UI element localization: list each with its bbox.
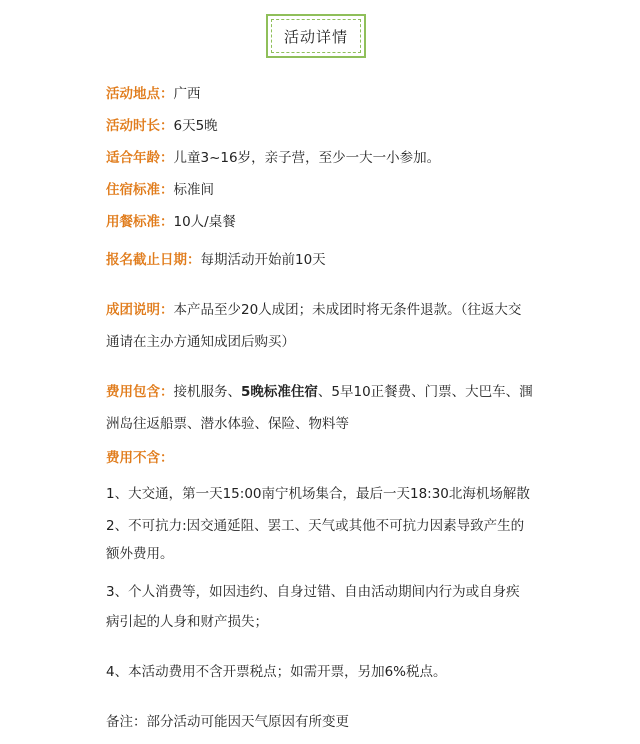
field-meals	[106, 212, 236, 232]
included-value-line2: 洲岛往返船票、潜水体验、保险、物料等	[106, 416, 349, 432]
note: 备注：部分活动可能因天气原因有所变更	[106, 714, 349, 730]
group-value-line2: 通请在主办方通知成团后购买）	[106, 334, 295, 350]
deadline-value: 每期活动开始前10天	[200, 252, 326, 268]
included-value-b: 5晚标准住宿	[241, 384, 318, 400]
field-location	[106, 84, 201, 104]
excluded-item-3-line1: 3、个人消费等，如因违约、自身过错、自由活动期间内行为或自身疾	[106, 584, 520, 600]
field-duration	[106, 116, 218, 136]
meals-value: 10人/桌餐	[173, 214, 236, 230]
group-label: 成团说明：	[106, 302, 174, 318]
excluded-item-1: 1、大交通，第一天15:00南宁机场集合，最后一天18:30北海机场解散	[106, 486, 530, 502]
group-value-line1: 本产品至少20人成团；未成团时将无条件退款。（往返大交	[173, 302, 522, 318]
age-value: 儿童3~16岁，亲子营，至少一大一小参加。	[173, 150, 441, 166]
excluded-label: 费用不含：	[106, 450, 174, 466]
location-label: 活动地点：	[106, 86, 174, 102]
field-included	[106, 382, 533, 402]
field-excluded	[106, 448, 174, 468]
excluded-item-2-line2: 额外费用。	[106, 546, 174, 562]
included-value-c: 、5早10正餐费、门票、大巴车、涠	[317, 384, 533, 400]
included-label: 费用包含：	[106, 384, 174, 400]
included-value-a: 接机服务、	[173, 384, 241, 400]
field-age	[106, 148, 440, 168]
deadline-label: 报名截止日期：	[106, 252, 201, 268]
lodging-value: 标准间	[173, 182, 214, 198]
field-deadline	[106, 250, 326, 270]
location-value: 广西	[173, 86, 201, 102]
duration-label: 活动时长：	[106, 118, 174, 134]
lodging-label: 住宿标准：	[106, 182, 174, 198]
duration-value: 6天5晚	[173, 118, 218, 134]
excluded-item-2-line1: 2、不可抗力:因交通延阻、罢工、天气或其他不可抗力因素导致产生的	[106, 518, 525, 534]
field-lodging	[106, 180, 214, 200]
page-title: 活动详情	[283, 27, 348, 46]
field-group	[106, 300, 521, 320]
meals-label: 用餐标准：	[106, 214, 174, 230]
excluded-item-4: 4、本活动费用不含开票税点；如需开票，另加6%税点。	[106, 664, 447, 680]
title-frame	[266, 14, 366, 58]
excluded-item-3-line2: 病引起的人身和财产损失；	[106, 614, 268, 630]
age-label: 适合年龄：	[106, 150, 174, 166]
